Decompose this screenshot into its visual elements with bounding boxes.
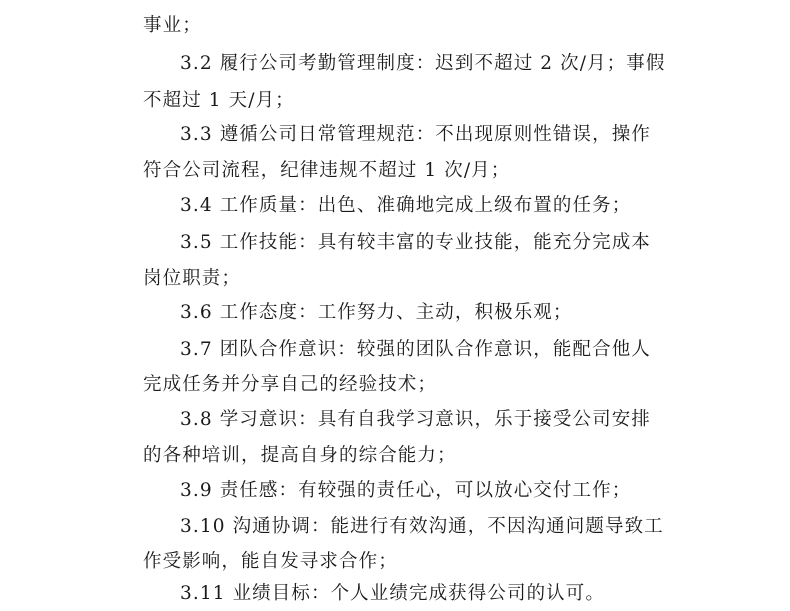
clause-3-4: 3.4 工作质量：出色、准确地完成上级布置的任务； <box>180 195 632 216</box>
clause-3-5: 3.5 工作技能：具有较丰富的专业技能，能充分完成本 <box>180 232 651 253</box>
clause-3-7-cont: 完成任务并分享自己的经验技术； <box>143 374 438 395</box>
text-line-continuation: 事业； <box>143 15 202 36</box>
clause-3-2: 3.2 履行公司考勤管理制度：迟到不超过 2 次/月；事假 <box>180 53 666 74</box>
clause-3-3-cont: 符合公司流程，纪律违规不超过 1 次/月； <box>143 160 511 181</box>
clause-3-9: 3.9 责任感：有较强的责任心，可以放心交付工作； <box>180 480 632 501</box>
clause-3-8: 3.8 学习意识：具有自我学习意识，乐于接受公司安排 <box>180 409 651 430</box>
clause-3-10: 3.10 沟通协调：能进行有效沟通，不因沟通问题导致工 <box>180 516 664 537</box>
clause-3-10-cont: 作受影响，能自发寻求合作； <box>143 551 398 572</box>
clause-3-6: 3.6 工作态度：工作努力、主动，积极乐观； <box>180 302 573 323</box>
clause-3-11: 3.11 业绩目标：个人业绩完成获得公司的认可。 <box>180 583 605 604</box>
clause-3-3: 3.3 遵循公司日常管理规范：不出现原则性错误，操作 <box>180 124 651 145</box>
clause-3-2-cont: 不超过 1 天/月； <box>143 90 295 111</box>
clause-3-8-cont: 的各种培训，提高自身的综合能力； <box>143 445 457 466</box>
clause-3-5-cont: 岗位职责； <box>143 268 242 289</box>
clause-3-7: 3.7 团队合作意识：较强的团队合作意识，能配合他人 <box>180 339 651 360</box>
